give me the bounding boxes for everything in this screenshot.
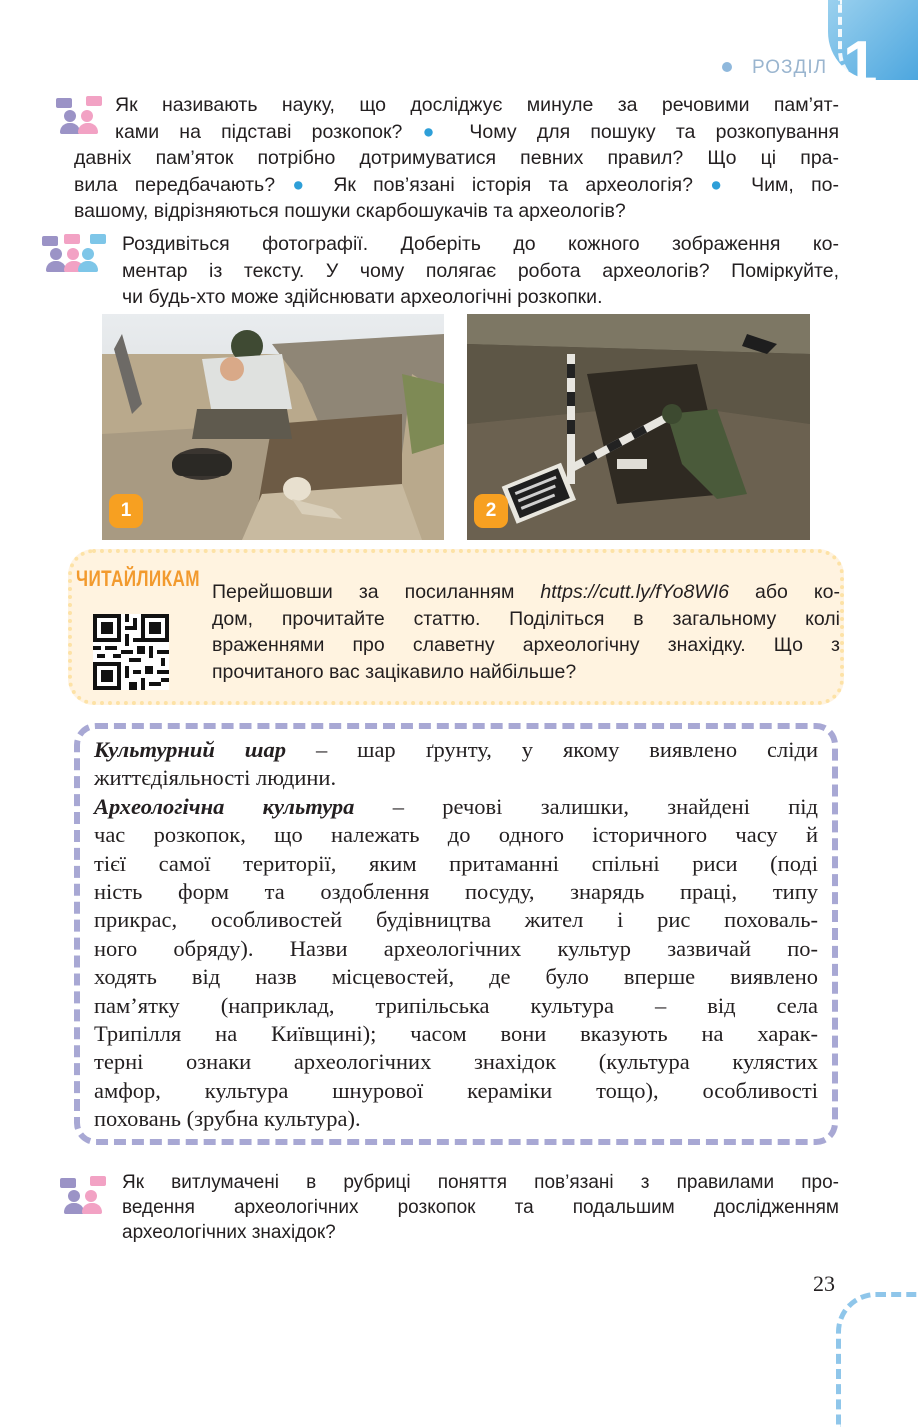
text-line: ведення археологічних розкопок та подальшим дослідженням: [122, 1197, 839, 1218]
definitions-text: [94, 736, 818, 1133]
photo-badge-2: 2: [474, 494, 508, 528]
reading-text: [212, 579, 840, 685]
text-line: прочитаного вас зацікавило найбільше?: [212, 660, 577, 683]
term-archaeological-culture: Археологічна культура: [94, 793, 355, 819]
group-discussion-icon: [56, 96, 104, 136]
text-line: амфор, культура шнурової кераміки тощо), особливості: [94, 1077, 818, 1103]
text-line: терні ознаки археологічних знахідок (культура кулястих: [94, 1049, 818, 1075]
definition-1: Культурний шар – шар ґрунту, у якому виявлено сліди: [94, 737, 818, 762]
text-line: ного обряду). Назви археологічних культур зазвичай по-: [94, 935, 818, 961]
definition-2: Археологічна культура – речові залишки, знайдені під: [94, 793, 818, 819]
group-discussion-icon: [60, 1176, 108, 1216]
article-link[interactable]: https://cutt.ly/fYo8WI6: [540, 581, 730, 603]
text-line: життєдіяльності людини.: [94, 765, 337, 791]
qr-code-icon[interactable]: [93, 614, 169, 690]
text-line: Трипілля на Київщині); часом вони вказують на харак-: [94, 1020, 818, 1046]
text-line: враженнями про славетну археологічну знахідку. Що з: [212, 634, 840, 656]
page-number: 23: [813, 1271, 835, 1296]
question-block-1: [115, 92, 839, 145]
text-line: чи будь-хто може здійснювати археологічні розкопки.: [122, 286, 603, 308]
excavation-photo-1: [102, 314, 444, 540]
text-line: Як витлумачені в рубриці поняття пов’язані з правилами про-: [122, 1172, 839, 1193]
text-line: ками на підставі розкопок? ● Чому для пошуку та розкопування: [115, 120, 840, 143]
question-block-2: [122, 231, 839, 311]
section-dot-icon: [722, 62, 732, 72]
photo-badge-1: 1: [109, 494, 143, 528]
question-block-3: [122, 1170, 839, 1245]
text-line: час розкопок, що належать до одного історичного часу й: [94, 822, 818, 848]
text-line: пам’ятку (наприклад, трипільська культура – від села: [94, 992, 818, 1018]
excavation-photo-2: [467, 314, 810, 540]
text-line: Як називають науку, що досліджує минуле за речовими пам’ят-: [115, 94, 839, 116]
section-number: 1: [843, 29, 878, 98]
text-line: давніх пам’яток потрібно дотримуватися певних правил? Що ці пра-: [74, 147, 839, 169]
group-work-icon: [42, 234, 90, 274]
text-line: прикрас, особливостей будівництва жител і рис поховаль-: [94, 907, 818, 933]
text-line: дом, прочитайте статтю. Поділіться в загальному колі: [212, 607, 840, 630]
term-cultural-layer: Культурний шар: [94, 737, 287, 762]
text-line: ність форм та оздоблення посуду, знарядь праці, типу: [94, 878, 818, 904]
text-line: тієї самої території, яким притаманні спільні риси (поді: [94, 850, 818, 876]
text-line: Перейшовши за посиланням https://cutt.ly/fYo8WI6 або ко-: [212, 581, 840, 603]
text-line: археологічних знахідок?: [122, 1222, 336, 1243]
question-block-1-cont: [74, 145, 839, 225]
text-line: Роздивіться фотографії. Доберіть до кожного зображення ко-: [122, 233, 839, 255]
text-line: ментар із тексту. У чому полягає робота археологів? Поміркуйте,: [122, 259, 839, 282]
section-label: РОЗДІЛ: [752, 57, 828, 78]
text-line: вашому, відрізняються пошуки скарбошукачів та археологів?: [74, 200, 626, 222]
reading-box-title: ЧИТАЙЛИКАМ: [76, 566, 200, 591]
text-line: ходять від назв місцевостей, де було вперше виявлено: [94, 964, 818, 990]
text-line: поховань (зрубна культура).: [94, 1106, 361, 1132]
text-line: вила передбачають? ● Як пов’язані історія та археологія? ● Чим, по-: [74, 173, 840, 196]
